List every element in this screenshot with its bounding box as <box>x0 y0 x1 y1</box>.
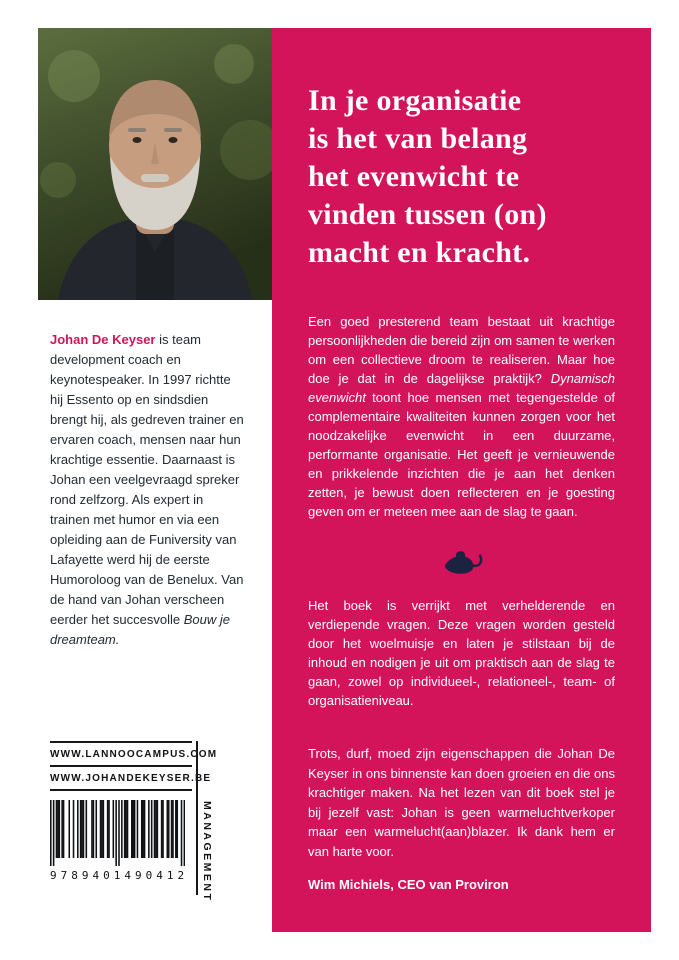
testimonial-attribution: Wim Michiels, CEO van Proviron <box>308 877 509 892</box>
author-bio <box>50 330 245 650</box>
barcode-bars <box>50 800 185 866</box>
website-lannoocampus: WWW.LANNOOCAMPUS.COM <box>50 743 192 767</box>
headline <box>308 82 615 272</box>
website-list <box>50 741 218 791</box>
mouse-paragraph: Het boek is verrijkt met verhelderende en verdiepende vragen. Deze vragen worden gesteld door het woelmuisje en laten je stilstaan bij de inhoud en nodigen je uit om praktisch aan de slag te gaan, zowel op individueel-, relationeel-, team- of organisatieniveau. <box>308 598 615 708</box>
headline-line: vinden tussen (on) <box>308 198 547 231</box>
barcode <box>50 800 189 882</box>
bio-text: is team development coach en keynotespeaker. In 1997 richtte hij Essento op en sindsdien brengt hij, als gedreven trainer en ervaren coach, mensen naar hun krachtige essentie. Daarnaast is Johan een veelgevraagd spreker rond zelfzorg. Als expert in trainen met humor en via een opleiding aan de Funiversity van Lafayette werd hij de eerste Humoroloog van de Benelux. Van de hand van Johan verscheen eerder het succesvolle <box>50 332 244 627</box>
headline-line: het evenwicht te <box>308 160 520 193</box>
book-title-italic: Dynamisch evenwicht <box>308 371 615 405</box>
intro-paragraph <box>308 312 615 521</box>
author-name: Johan De Keyser <box>50 332 156 347</box>
headline-line: In je organisatie <box>308 84 522 117</box>
intro-text-a: Een goed presterend team bestaat uit krachtige persoonlijkheden die bereid zijn om samen te werken om een collectieve droom te realiseren. Maar hoe doe je dat in de dagelijkse praktijk? <box>308 314 615 386</box>
headline-line: macht en kracht. <box>308 236 531 269</box>
previous-book-title: Bouw je dreamteam. <box>50 612 230 647</box>
divider-line <box>196 741 198 895</box>
headline-line: is het van belang <box>308 122 528 155</box>
intro-text-b: toont hoe mensen met tegengestelde of complementaire kwaliteiten kunnen zorgen voor het noodzakelijke evenwicht in een duurzame, performante organisatie. Het geeft je vernieuwende en prikkelende inzichten die je aan het denken zetten, je bewust doen reflecteren en je goesting geven om er meteen mee aan de slag te gaan. <box>308 390 615 519</box>
pink-panel <box>272 28 651 932</box>
author-portrait-illustration <box>38 28 272 300</box>
website-johandekeyser: WWW.JOHANDEKEYSER.BE <box>50 767 192 791</box>
isbn-number: 9789401490412 <box>50 869 189 882</box>
category-label: MANAGEMENT <box>201 801 213 903</box>
mouse-icon <box>308 545 615 584</box>
testimonial-paragraph: Trots, durf, moed zijn eigenschappen die Johan De Keyser in ons binnenste kan doen groeien en die ons krachtiger maken. Na het lezen van dit boek stel je bij jezelf vast: Johan is geen warmeluchtverkoper maar een warmelucht(aan)blazer. Ik dank hem er van harte voor. <box>308 746 615 859</box>
author-photo <box>38 28 272 300</box>
